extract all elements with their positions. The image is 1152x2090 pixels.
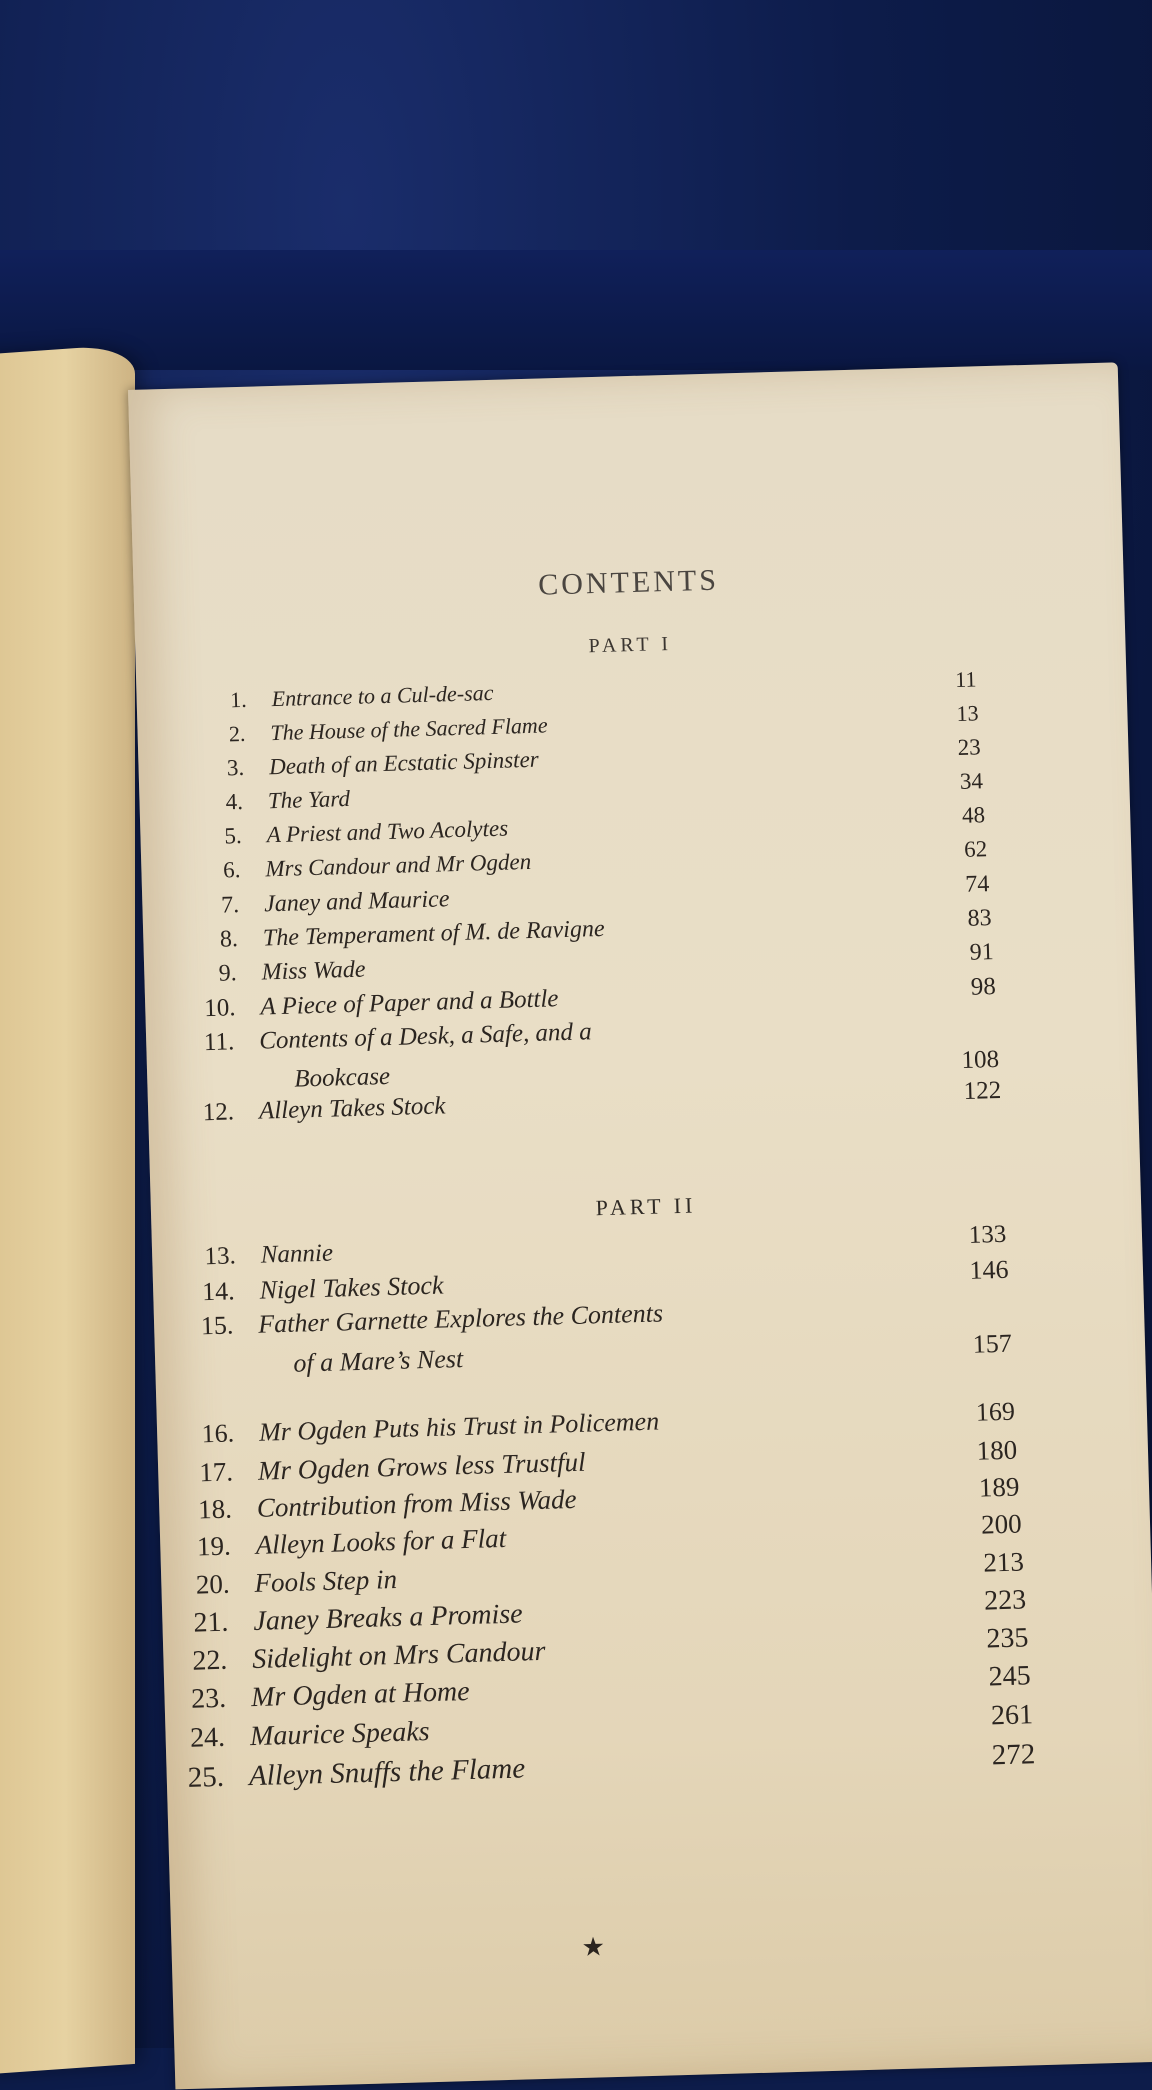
chapter-number: 22.	[191, 1644, 228, 1677]
chapter-number: 17.	[198, 1456, 234, 1488]
chapter-title: Nigel Takes Stock	[259, 1270, 444, 1305]
chapter-page-number: 200	[980, 1508, 1023, 1540]
chapter-number: 8.	[219, 926, 239, 953]
chapter-title: A Priest and Two Acolytes	[266, 815, 509, 848]
chapter-page-number: 62	[963, 836, 988, 862]
chapter-number: 1.	[229, 686, 248, 713]
chapter-title-continuation: of a Mare’s Nest	[293, 1344, 464, 1378]
chapter-page-number: 157	[972, 1328, 1013, 1359]
chapter-title: Death of an Ecstatic Spinster	[268, 746, 539, 780]
chapter-number: 20.	[195, 1568, 230, 1600]
cloth-fold	[0, 250, 1152, 370]
chapter-number: 7.	[220, 892, 240, 919]
chapter-page-number: 133	[968, 1220, 1007, 1249]
chapter-number: 12.	[202, 1098, 235, 1127]
chapter-title: The Temperament of M. de Ravigne	[262, 915, 605, 952]
chapter-number: 18.	[197, 1493, 233, 1525]
chapter-page-number: 23	[957, 734, 982, 760]
facing-page-edge	[0, 344, 135, 2076]
chapter-page-number: 11	[954, 666, 977, 693]
chapter-number: 16.	[201, 1418, 235, 1449]
chapter-title: Mrs Candour and Mr Ogden	[265, 848, 532, 882]
chapter-page-number: 180	[976, 1434, 1018, 1466]
chapter-title: Janey Breaks a Promise	[253, 1598, 524, 1637]
chapter-page-number: 83	[967, 905, 992, 932]
chapter-page-number: 91	[969, 939, 995, 966]
chapter-number: 6.	[222, 857, 241, 883]
part-one-label: PART I	[588, 632, 673, 658]
footer-star-icon: ★	[581, 1932, 606, 1963]
chapter-title: Nannie	[260, 1239, 334, 1269]
chapter-page-number: 189	[978, 1471, 1020, 1503]
chapter-title: Mr Ogden at Home	[250, 1675, 471, 1714]
chapter-page-number: 48	[961, 802, 986, 828]
chapter-number: 9.	[218, 960, 238, 987]
chapter-row	[157, 1393, 1147, 1449]
chapter-title: Janey and Maurice	[263, 886, 450, 918]
chapter-page-number: 146	[969, 1254, 1009, 1285]
chapter-number: 24.	[189, 1721, 226, 1754]
chapter-number: 25.	[187, 1760, 225, 1794]
chapter-number: 14.	[201, 1276, 235, 1307]
chapter-number: 11.	[203, 1028, 235, 1057]
chapter-title-continuation: Bookcase	[293, 1062, 391, 1093]
chapter-title: Fools Step in	[254, 1563, 398, 1598]
chapter-title: Sidelight on Mrs Candour	[251, 1635, 546, 1676]
chapter-page-number: 213	[982, 1546, 1025, 1578]
chapter-title: Mr Ogden Puts his Trust in Policemen	[258, 1406, 660, 1447]
chapter-number: 4.	[225, 788, 244, 815]
chapter-page-number: 272	[991, 1738, 1036, 1772]
chapter-page-number: 261	[990, 1699, 1034, 1732]
chapter-page-number: 13	[956, 700, 979, 726]
chapter-number: 5.	[224, 823, 243, 849]
chapter-title: Entrance to a Cul-de-sac	[271, 679, 494, 712]
chapter-title: Contribution from Miss Wade	[256, 1483, 577, 1523]
chapter-number: 2.	[228, 720, 246, 747]
chapter-number: 19.	[196, 1530, 232, 1562]
chapter-page-number: 98	[970, 973, 997, 1001]
chapter-page-number: 235	[985, 1622, 1029, 1655]
chapter-page-number: 245	[988, 1660, 1032, 1693]
chapter-title: Contents of a Desk, a Safe, and a	[258, 1018, 593, 1055]
chapter-title: The House of the Sacred Flame	[270, 712, 548, 746]
chapter-title: Alleyn Snuffs the Flame	[248, 1752, 526, 1793]
chapter-page-number: 74	[964, 871, 990, 898]
chapter-title: Maurice Speaks	[249, 1716, 431, 1753]
chapter-title: Father Garnette Explores the Contents	[257, 1298, 664, 1339]
chapter-page-number: 169	[975, 1396, 1016, 1427]
part-two-label: PART II	[595, 1192, 697, 1221]
table-of-contents	[128, 362, 1152, 2089]
chapter-number: 3.	[226, 754, 245, 781]
chapter-number: 13.	[204, 1242, 237, 1271]
chapter-number: 10.	[203, 994, 236, 1023]
chapter-page-number: 223	[983, 1584, 1027, 1617]
chapter-title: Alleyn Takes Stock	[258, 1092, 446, 1125]
chapter-title: Miss Wade	[261, 956, 366, 986]
chapter-page-number: 108	[961, 1045, 1000, 1074]
chapter-page-number: 34	[959, 768, 984, 794]
chapter-title: Alleyn Looks for a Flat	[255, 1522, 507, 1560]
chapter-title: The Yard	[267, 785, 351, 814]
chapter-title: A Piece of Paper and a Bottle	[260, 985, 559, 1021]
chapter-number: 23.	[190, 1682, 227, 1715]
chapter-title: Mr Ogden Grows less Trustful	[257, 1446, 586, 1486]
chapter-page-number: 122	[963, 1076, 1002, 1105]
chapter-number: 15.	[200, 1310, 234, 1341]
book-page	[128, 362, 1152, 2089]
chapter-number: 21.	[193, 1606, 229, 1639]
contents-title: CONTENTS	[537, 563, 720, 602]
